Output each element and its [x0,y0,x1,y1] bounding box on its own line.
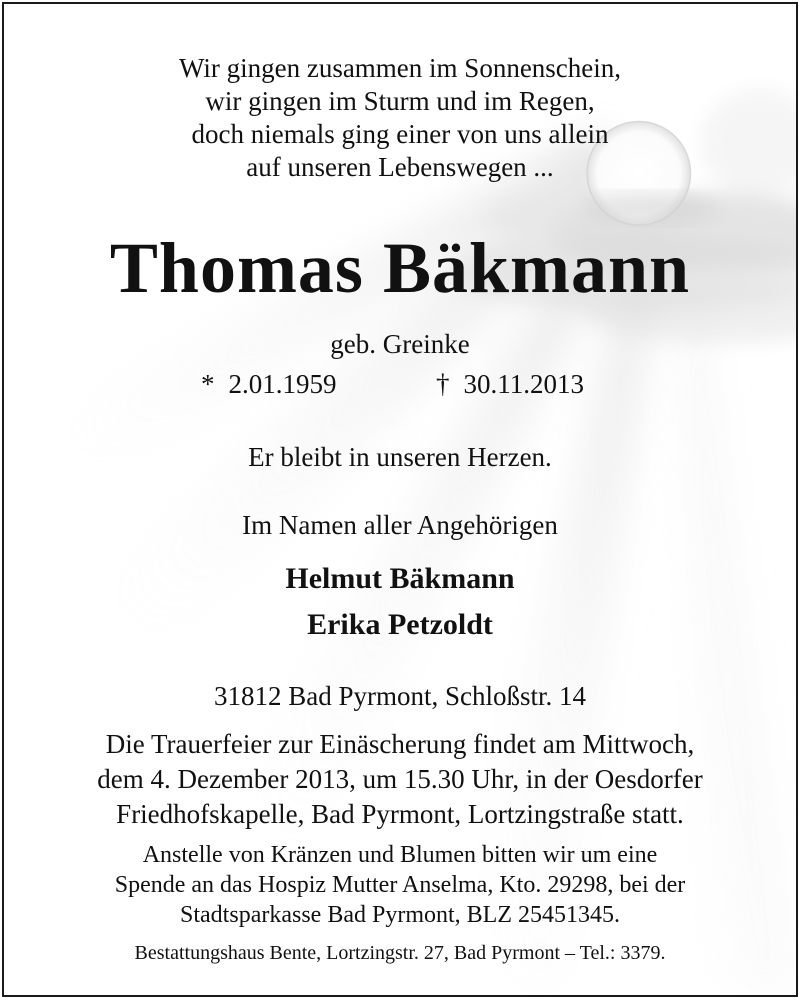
donation-request [4,840,796,930]
birth-date-group [201,368,337,400]
maiden-name: geb. Greinke [330,329,470,359]
on-behalf-line: Im Namen aller Angehörigen [242,510,558,540]
mourners-list [4,556,796,648]
death-date-group [436,368,584,400]
ceremony-line: Die Trauerfeier zur Einäscherung findet am Mittwoch, [105,729,695,759]
ceremony-details [4,727,796,832]
poem-line: wir gingen im Sturm und im Regen, [205,86,595,116]
death-cross-icon: † [436,369,450,399]
mourner-name: Erika Petzoldt [307,608,493,641]
poem-line: doch niemals ging einer von uns allein [191,119,609,149]
birth-star-icon: * [201,369,215,399]
memorial-poem [4,52,796,184]
death-date: 30.11.2013 [463,369,584,399]
poem-line: Wir gingen zusammen im Sonnenschein, [178,53,622,83]
funeral-home-footer: Bestattungshaus Bente, Lortzingstr. 27, Bad Pyrmont – Tel.: 3379. [134,942,666,964]
mourner-name: Helmut Bäkmann [285,562,515,595]
deceased-name: Thomas Bäkmann [109,228,691,308]
obituary-notice [2,2,798,997]
notice-content [4,4,796,995]
ceremony-line: Friedhofskapelle, Bad Pyrmont, Lortzingstraße statt. [116,799,684,829]
family-address: 31812 Bad Pyrmont, Schloßstr. 14 [213,681,586,711]
donation-line: Stadtsparkasse Bad Pyrmont, BLZ 25451345. [180,902,620,928]
donation-line: Anstelle von Kränzen und Blumen bitten wir um eine [142,842,658,868]
motto: Er bleibt in unseren Herzen. [248,442,552,472]
ceremony-line: dem 4. Dezember 2013, um 15.30 Uhr, in der Oesdorfer [97,764,703,794]
birth-date: 2.01.1959 [228,369,337,399]
donation-line: Spende an das Hospiz Mutter Anselma, Kto. 29298, bei der [114,872,686,898]
poem-line: auf unseren Lebenswegen ... [246,152,554,182]
